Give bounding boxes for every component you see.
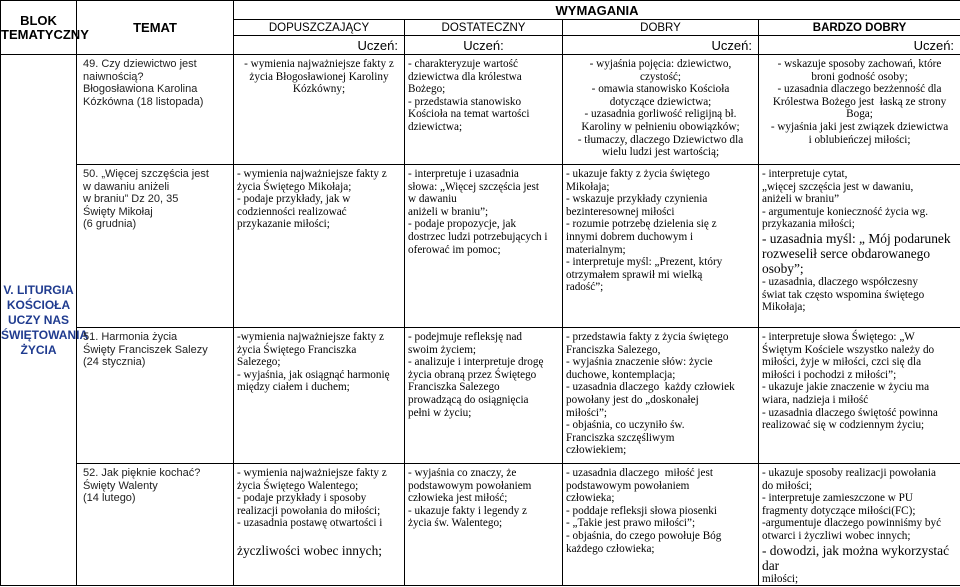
cell-line: wielu ludzi jest wartością; bbox=[601, 146, 720, 159]
cell-line: w dawaniu bbox=[408, 193, 457, 206]
topic-cell bbox=[77, 328, 234, 464]
cell-line: czystość; bbox=[639, 70, 681, 83]
cell-line: aniżeli w braniu”; bbox=[408, 205, 489, 218]
topic-cell bbox=[77, 55, 234, 165]
cell-line: -wymienia najważniejsze fakty z bbox=[237, 331, 384, 343]
cell-line: naiwnością? bbox=[83, 70, 144, 83]
cell-line: - podaje przykłady, jak w bbox=[237, 193, 351, 206]
cell-line: 51. Harmonia życia bbox=[83, 331, 178, 343]
header-blok-line1: BLOK bbox=[20, 12, 57, 28]
cell-line: dziewictwa; bbox=[408, 120, 463, 133]
cell-line: - interpretuje słowa Świętego: „W bbox=[762, 331, 915, 343]
cell-line: - objaśnia, co uczyniło św. bbox=[566, 419, 685, 432]
cell-line: - wskazuje przykłady czynienia bbox=[566, 193, 708, 206]
cell-line: Królestwa Bożego jest łaską ze strony bbox=[772, 95, 947, 108]
dostateczny-cell bbox=[405, 328, 563, 464]
cell-line: - omawia stanowisko Kościoła bbox=[591, 83, 730, 96]
cell-line: - charakteryzuje wartość bbox=[408, 58, 518, 70]
cell-line: broni godność osoby; bbox=[811, 70, 908, 83]
cell-line: - podaje przykłady i sposoby bbox=[237, 492, 367, 505]
header-blok-line2: TEMATYCZNY bbox=[1, 26, 89, 42]
cell-line: - wyjaśnia znaczenie słów: życie bbox=[566, 356, 713, 369]
blok-tematyczny bbox=[1, 55, 89, 586]
dopuszczajacy-cell bbox=[234, 55, 405, 165]
cell-line: bezinteresownej miłości bbox=[566, 205, 675, 218]
header-uczen-3: Uczeń: bbox=[563, 36, 759, 55]
cell-line: człowiekiem; bbox=[566, 444, 627, 457]
cell-line: - dowodzi, jak można wykorzystać dar bbox=[762, 542, 953, 573]
cell-line: osoby”; bbox=[762, 260, 804, 276]
cell-line: - uzasadnia dlaczego bezżenność dla bbox=[777, 83, 942, 96]
cell-line: rozweselił serce obdarowanego bbox=[762, 245, 931, 261]
cell-line: (6 grudnia) bbox=[83, 218, 137, 231]
cell-line: Błogosławiona Karolina bbox=[83, 83, 198, 96]
cell-line: między ciałem i duchem; bbox=[237, 381, 350, 394]
cell-line: - ukazuje fakty z życia świętego bbox=[566, 168, 710, 180]
cell-line: pełni w życiu; bbox=[408, 406, 472, 419]
cell-line: i oblubieńczej miłości; bbox=[808, 133, 911, 146]
cell-line: świat tak często wspomina świętego bbox=[762, 288, 925, 301]
cell-line: duchowe, kontemplacja; bbox=[566, 368, 676, 381]
cell-line: dostrzec ludzi potrzebujących i bbox=[408, 230, 548, 243]
cell-line: - uzasadnia dlaczego miłość jest bbox=[566, 467, 713, 479]
blok-line: ŚWIĘTOWANIA bbox=[1, 327, 89, 342]
cell-line: przykazanie miłości; bbox=[237, 218, 330, 231]
cell-line: wiara, nadzieja i miłość bbox=[762, 393, 869, 406]
cell-line: - uzasadnia dlaczego każdy człowiek bbox=[566, 381, 735, 394]
cell-line: w braniu” Dz 20, 35 bbox=[83, 193, 179, 206]
topic-cell bbox=[77, 464, 234, 586]
blok-line: V. LITURGIA bbox=[3, 282, 74, 297]
header-uczen-4: Uczeń: bbox=[759, 36, 960, 55]
blok-line: UCZY NAS bbox=[7, 312, 70, 327]
cell-line: życia św. Walentego; bbox=[408, 517, 503, 530]
dostateczny-cell bbox=[405, 55, 563, 165]
dostateczny-cell bbox=[405, 165, 563, 328]
cell-line: życia Świętego Mikołaja; bbox=[237, 180, 352, 193]
cell-line: aniżeli w braniu” bbox=[762, 193, 840, 206]
cell-line: prowadzącą do osiągnięcia bbox=[408, 393, 529, 406]
cell-line: - przedstawia stanowisko bbox=[408, 95, 522, 108]
cell-line: miłości i pochodzi z miłości”; bbox=[762, 368, 897, 381]
cell-line: Franciszka Salezego bbox=[408, 381, 500, 394]
cell-line: - analizuje i interpretuje drogę bbox=[408, 356, 544, 369]
cell-line: realizacji powołania do miłości; bbox=[237, 504, 381, 517]
cell-line: słowa: „Więcej szczęścia jest bbox=[408, 180, 539, 193]
cell-line: - rozumie potrzebę dzielenia się z bbox=[566, 218, 717, 231]
cell-line: codzienności realizować bbox=[237, 205, 347, 218]
cell-line: Kózkówna (18 listopada) bbox=[83, 95, 204, 108]
header-wymagania: WYMAGANIA bbox=[234, 1, 960, 20]
cell-line: w dawaniu aniżeli bbox=[83, 180, 170, 193]
cell-line: - interpretuje myśl: „Prezent, który bbox=[566, 256, 723, 269]
bardzo-dobry-cell bbox=[759, 464, 960, 586]
cell-line: - wyjaśnia co znaczy, że bbox=[408, 467, 517, 479]
cell-line: Świętym Kościele wszystko należy do bbox=[762, 343, 935, 356]
cell-line: życia Świętego Walentego; bbox=[237, 479, 359, 492]
cell-line: życia Świętego Franciszka bbox=[237, 343, 357, 356]
cell-line: do miłości; bbox=[762, 479, 813, 492]
cell-line: dziewictwa dla królestwa bbox=[408, 70, 522, 83]
cell-line: materialnym; bbox=[566, 243, 626, 256]
cell-line: Franciszka Salezego, bbox=[566, 343, 661, 356]
cell-line: Święty Franciszek Salezy bbox=[83, 343, 208, 356]
cell-line: -argumentuje dlaczego powinniśmy być bbox=[762, 517, 942, 530]
cell-line: - wyjaśnia, jak osiągnąć harmonię bbox=[237, 368, 390, 381]
cell-line: - tłumaczy, dlaczego Dziewictwo dla bbox=[577, 133, 744, 146]
cell-line: powołany jest do „doskonałej bbox=[566, 393, 699, 406]
cell-line: - interpretuje i uzasadnia bbox=[408, 168, 519, 180]
cell-line: - wyjaśnia jaki jest związek dziewictwa bbox=[770, 120, 949, 133]
cell-line: „więcej szczęścia jest w dawaniu, bbox=[762, 180, 914, 193]
cell-line: dotyczące dziewictwa; bbox=[609, 95, 712, 108]
cell-line bbox=[237, 530, 401, 543]
cell-line: - wymienia najważniejsze fakty z bbox=[237, 168, 387, 180]
cell-line: Boga; bbox=[846, 108, 873, 121]
header-level-bardzo-dobry: BARDZO DOBRY bbox=[759, 20, 960, 36]
cell-line: - podaje propozycje, jak bbox=[408, 218, 517, 231]
header-level-dostateczny: DOSTATECZNY bbox=[405, 20, 563, 36]
dobry-cell bbox=[563, 328, 759, 464]
cell-line: innymi dobrem duchowym i bbox=[566, 230, 694, 243]
cell-line: - wyjaśnia pojęcia: dziewictwo, bbox=[589, 58, 732, 70]
cell-line: - poddaje refleksji słowa piosenki bbox=[566, 504, 717, 517]
cell-line: - uzasadnia gorliwość religijną bł. bbox=[584, 108, 737, 121]
cell-line: oferować im pomoc; bbox=[408, 243, 501, 256]
cell-line: Mikołaja; bbox=[566, 180, 610, 193]
dobry-cell bbox=[563, 165, 759, 328]
header-uczen-1: Uczeń: bbox=[234, 36, 405, 55]
cell-line: - wymienia najważniejsze fakty z bbox=[244, 58, 394, 70]
cell-line: Kościoła na temat wartości bbox=[408, 108, 530, 121]
header-level-dobry: DOBRY bbox=[563, 20, 759, 36]
cell-line: - ukazuje fakty i legendy z bbox=[408, 504, 527, 517]
cell-line: - podejmuje refleksję nad bbox=[408, 331, 523, 343]
cell-line: - uzasadnia dlaczego świętość powinna bbox=[762, 406, 938, 419]
cell-line: Karoliny w pełnieniu obowiązków; bbox=[581, 120, 740, 133]
cell-line: przykazania miłości; bbox=[762, 218, 855, 231]
cell-line: - ukazuje jakie znaczenie w życiu ma bbox=[762, 381, 930, 394]
cell-line: 49. Czy dziewictwo jest bbox=[83, 58, 197, 70]
topic-cell bbox=[77, 165, 234, 328]
cell-line: - wskazuje sposoby zachowań, które bbox=[777, 58, 942, 70]
cell-line: Święty Mikołaj bbox=[83, 205, 153, 218]
cell-line: Bożego; bbox=[408, 83, 446, 96]
cell-line: fragmenty dotyczące miłości(FC); bbox=[762, 504, 916, 517]
cell-line: podstawowym powołaniem bbox=[566, 479, 690, 492]
dobry-cell bbox=[563, 464, 759, 586]
cell-line: życia obraną przez Świętego bbox=[408, 368, 537, 381]
cell-line: - argumentuje konieczność życia wg. bbox=[762, 205, 928, 218]
blok-line: ŻYCIA bbox=[20, 342, 57, 357]
dopuszczajacy-cell bbox=[234, 165, 405, 328]
cell-line: - ukazuje sposoby realizacji powołania bbox=[762, 467, 936, 479]
cell-line: Mikołaja; bbox=[762, 301, 806, 314]
cell-line: miłości”; bbox=[566, 406, 608, 419]
header-uczen-2: Uczeń: bbox=[405, 36, 563, 55]
cell-line: - wymienia najważniejsze fakty z bbox=[237, 467, 387, 479]
cell-line: człowieka jest miłość; bbox=[408, 492, 508, 505]
cell-line: człowieka; bbox=[566, 492, 615, 505]
cell-line: 52. Jak pięknie kochać? bbox=[83, 467, 201, 479]
cell-line: otwarci i życzliwi wobec innych; bbox=[762, 529, 911, 542]
cell-line: realizować się w codziennym życiu; bbox=[762, 419, 925, 432]
cell-line: życzliwości wobec innych; bbox=[237, 542, 383, 558]
cell-line: - uzasadnia, dlaczego współczesny bbox=[762, 275, 918, 288]
dobry-cell bbox=[563, 55, 759, 165]
cell-line: - interpretuje zamieszczone w PU bbox=[762, 492, 913, 505]
cell-line: - przedstawia fakty z życia świętego bbox=[566, 331, 729, 343]
cell-line: każdego człowieka; bbox=[566, 542, 655, 555]
header-blok bbox=[1, 1, 89, 55]
cell-line: - uzasadnia postawę otwartości i bbox=[237, 517, 383, 530]
bardzo-dobry-cell bbox=[759, 55, 960, 165]
cell-line: miłości, żyje w miłości, czci się dla bbox=[762, 356, 922, 369]
header-level-dopuszczajacy: DOPUSZCZAJĄCY bbox=[234, 20, 405, 36]
dostateczny-cell bbox=[405, 464, 563, 586]
bardzo-dobry-cell bbox=[759, 165, 960, 328]
cell-line: (14 lutego) bbox=[83, 492, 136, 505]
cell-line: - interpretuje cytat, bbox=[762, 168, 848, 180]
cell-line: Kózkówny; bbox=[292, 83, 346, 96]
cell-line: otrzymałem sprawił mi wielką bbox=[566, 268, 703, 281]
cell-line: - „Takie jest prawo miłości”; bbox=[566, 517, 696, 530]
cell-line: 50. „Więcej szczęścia jest bbox=[83, 168, 209, 180]
cell-line: miłości; bbox=[762, 572, 799, 585]
cell-line: Salezego; bbox=[237, 356, 281, 369]
blok-line: KOŚCIOŁA bbox=[6, 297, 71, 312]
cell-line: swoim życiem; bbox=[408, 343, 477, 356]
cell-line: podstawowym powołaniem bbox=[408, 479, 532, 492]
cell-line: Święty Walenty bbox=[83, 479, 158, 492]
dopuszczajacy-cell bbox=[234, 328, 405, 464]
header-temat: TEMAT bbox=[77, 1, 234, 55]
cell-line: życia Błogosławionej Karoliny bbox=[249, 70, 389, 83]
dopuszczajacy-cell bbox=[234, 464, 405, 586]
bardzo-dobry-cell bbox=[759, 328, 960, 464]
cell-line: (24 stycznia) bbox=[83, 356, 146, 369]
cell-line: - uzasadnia myśl: „ Mój podarunek bbox=[762, 230, 951, 246]
cell-line: radość”; bbox=[566, 281, 604, 294]
cell-line: - objaśnia, do czego powołuje Bóg bbox=[566, 529, 722, 542]
cell-line: Franciszka szczęśliwym bbox=[566, 431, 675, 444]
